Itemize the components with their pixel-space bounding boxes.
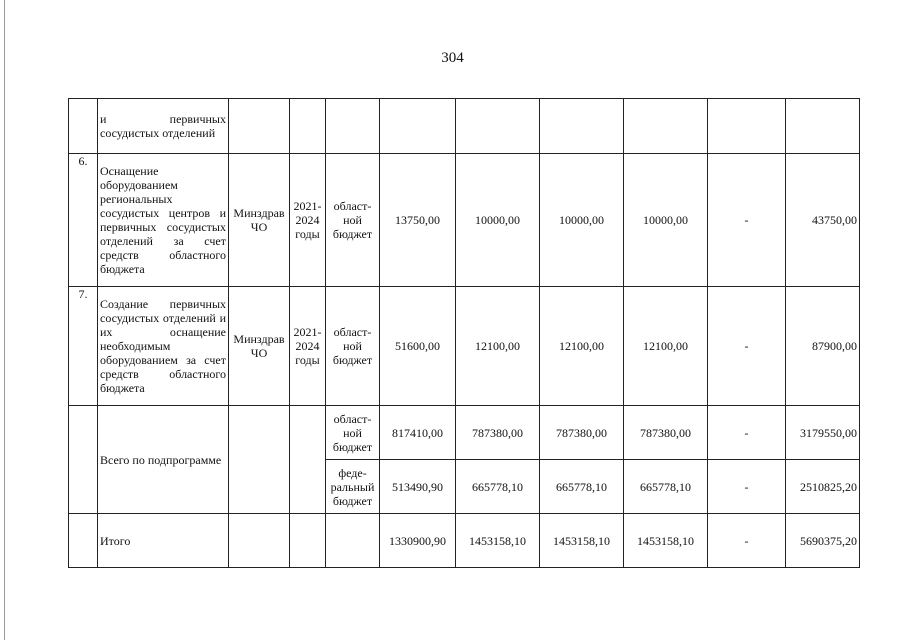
amount-2021-cell: 1330900,90 (380, 514, 456, 568)
amount-2023-cell: 10000,00 (540, 154, 624, 287)
activity-name-cell: Оснащение оборудованием региональных сосудистых центров и первичных сосудистых отделений за счет средств областного бюджета (98, 154, 229, 287)
amount-2022-cell: 1453158,10 (456, 514, 540, 568)
row-number: 6. (69, 154, 98, 287)
table-row-7 (69, 287, 860, 406)
amount-2021-cell: 513490,90 (380, 460, 456, 514)
left-margin-rule (4, 0, 5, 640)
activity-name-cell: и первичных сосудистых отделений (98, 99, 229, 154)
amount-2024-cell: 1453158,10 (624, 514, 708, 568)
row-total-cell: 5690375,20 (786, 514, 860, 568)
amount-2023-cell: 665778,10 (540, 460, 624, 514)
responsible-cell: Минздрав ЧО (229, 154, 290, 287)
table-row-6 (69, 154, 860, 287)
funding-source-cell: област-ной бюджет (326, 406, 380, 460)
num-cell (69, 99, 98, 154)
dash-cell: - (708, 406, 786, 460)
amount-2024-cell: 665778,10 (624, 460, 708, 514)
amount-2024-cell: 12100,00 (624, 287, 708, 406)
row-number: 7. (69, 287, 98, 406)
amount-2021-cell: 13750,00 (380, 154, 456, 287)
budget-table (68, 98, 860, 568)
amount-2024-cell: 787380,00 (624, 406, 708, 460)
amount-2023-cell: 1453158,10 (540, 514, 624, 568)
amount-2023-cell: 787380,00 (540, 406, 624, 460)
amount-2021-cell: 817410,00 (380, 406, 456, 460)
row-total-cell: 3179550,00 (786, 406, 860, 460)
period-cell: 2021-2024 годы (290, 287, 326, 406)
dash-cell: - (708, 514, 786, 568)
amount-2022-cell: 787380,00 (456, 406, 540, 460)
dash-cell: - (708, 287, 786, 406)
row-total-cell: 43750,00 (786, 154, 860, 287)
grand-total-label: Итого (98, 514, 229, 568)
amount-2022-cell: 10000,00 (456, 154, 540, 287)
dash-cell: - (708, 154, 786, 287)
table-row-grand-total (69, 514, 860, 568)
funding-source-cell: област-ной бюджет (326, 154, 380, 287)
amount-2022-cell: 12100,00 (456, 287, 540, 406)
funding-source-cell: феде-ральный бюджет (326, 460, 380, 514)
funding-source-cell: област-ной бюджет (326, 287, 380, 406)
page-number: 304 (441, 50, 464, 66)
dash-cell: - (708, 460, 786, 514)
row-total-cell: 2510825,20 (786, 460, 860, 514)
activity-name-cell: Создание первичных сосудистых отделений и их оснащение необходимым оборудованием за счет средств областного бюджета (98, 287, 229, 406)
amount-2024-cell: 10000,00 (624, 154, 708, 287)
responsible-cell: Минздрав ЧО (229, 287, 290, 406)
amount-2022-cell: 665778,10 (456, 460, 540, 514)
subtotal-label: Всего по подпрограмме (98, 406, 229, 514)
row-total-cell: 87900,00 (786, 287, 860, 406)
amount-2023-cell: 12100,00 (540, 287, 624, 406)
table-row-subtotal-regional (69, 406, 860, 460)
period-cell: 2021-2024 годы (290, 154, 326, 287)
amount-2021-cell: 51600,00 (380, 287, 456, 406)
table-row-continuation (69, 99, 860, 154)
